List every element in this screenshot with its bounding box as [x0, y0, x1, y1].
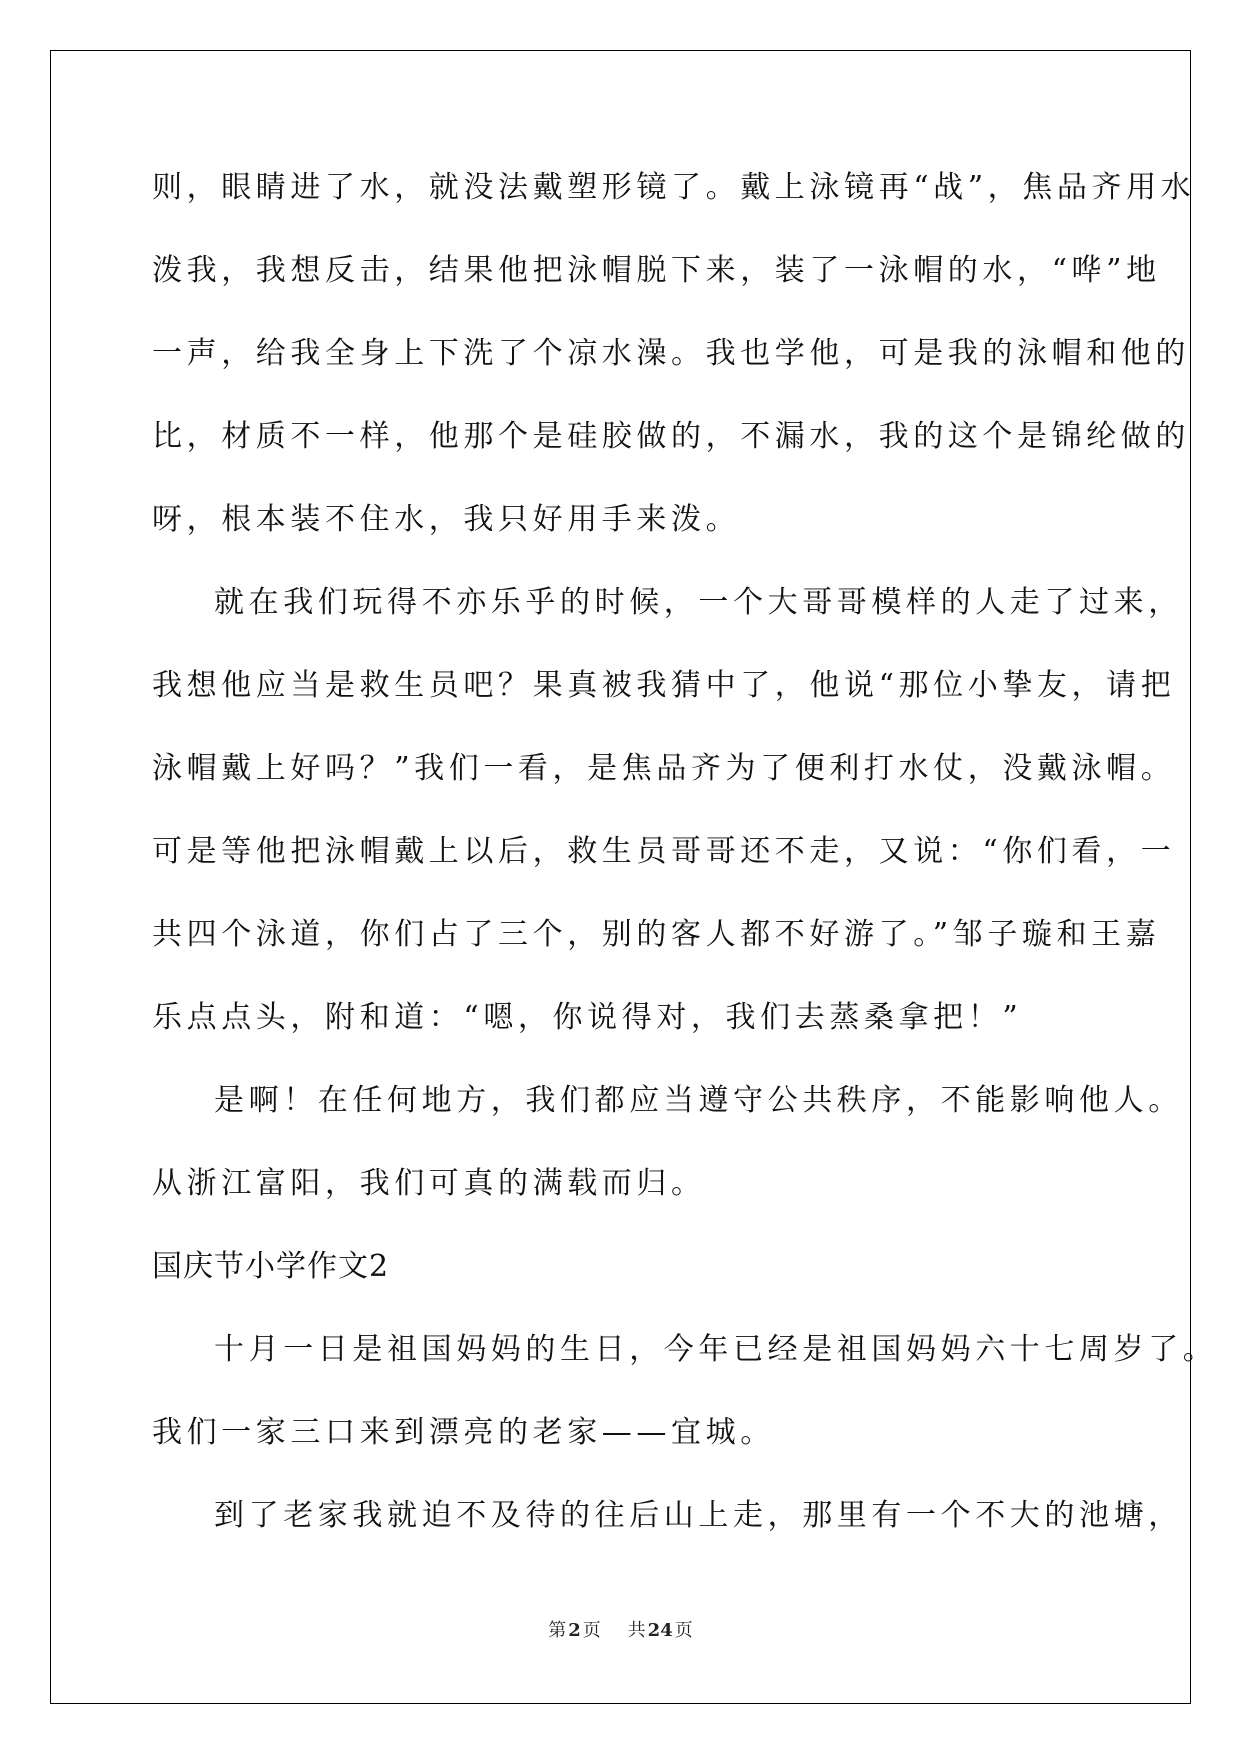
- document-body: [152, 160, 1218, 1571]
- text-line: 从浙江富阳，我们可真的满载而归。: [152, 1166, 706, 1201]
- total-prefix: 共: [627, 1620, 646, 1641]
- text-line: 我想他应当是救生员吧？果真被我猜中了，他说“那位小挚友，请把: [152, 668, 1176, 703]
- total-pages: 24: [647, 1620, 673, 1641]
- page-suffix: 页: [582, 1620, 601, 1641]
- paragraph-start: 十月一日是祖国妈妈的生日，今年已经是祖国妈妈六十七周岁了。: [214, 1332, 1218, 1367]
- text-line: 比，材质不一样，他那个是硅胶做的，不漏水，我的这个是锦纶做的: [152, 419, 1190, 454]
- paragraph-start: 到了老家我就迫不及待的往后山上走，那里有一个不大的池塘，: [214, 1498, 1183, 1533]
- text-line: 呀，根本装不住水，我只好用手来泼。: [152, 502, 741, 537]
- paragraph-start: 就在我们玩得不亦乐乎的时候，一个大哥哥模样的人走了过来，: [214, 585, 1183, 620]
- page-footer: [0, 1616, 1241, 1642]
- paragraph-start: 是啊！在任何地方，我们都应当遵守公共秩序，不能影响他人。: [214, 1083, 1183, 1118]
- text-line: 泼我，我想反击，结果他把泳帽脱下来，装了一泳帽的水，“哗”地: [152, 253, 1161, 288]
- text-line: 一声，给我全身上下洗了个凉水澡。我也学他，可是我的泳帽和他的: [152, 336, 1190, 371]
- text-line: 共四个泳道，你们占了三个，别的客人都不好游了。”邹子璇和王嘉: [152, 917, 1161, 952]
- text-line: 泳帽戴上好吗？”我们一看，是焦品齐为了便利打水仗，没戴泳帽。: [152, 751, 1176, 786]
- total-suffix: 页: [674, 1620, 693, 1641]
- text-line: 可是等他把泳帽戴上以后，救生员哥哥还不走，又说：“你们看，一: [152, 834, 1176, 869]
- text-line: 我们一家三口来到漂亮的老家——宜城。: [152, 1415, 775, 1450]
- page-number: 2: [568, 1620, 581, 1641]
- text-line: 则，眼睛进了水，就没法戴塑形镜了。戴上泳镜再“战”，焦品齐用水: [152, 170, 1196, 205]
- text-line: 乐点点头，附和道：“嗯，你说得对，我们去蒸桑拿把！”: [152, 1000, 1023, 1035]
- page-prefix: 第: [548, 1620, 567, 1641]
- section-heading: 国庆节小学作文2: [152, 1249, 390, 1284]
